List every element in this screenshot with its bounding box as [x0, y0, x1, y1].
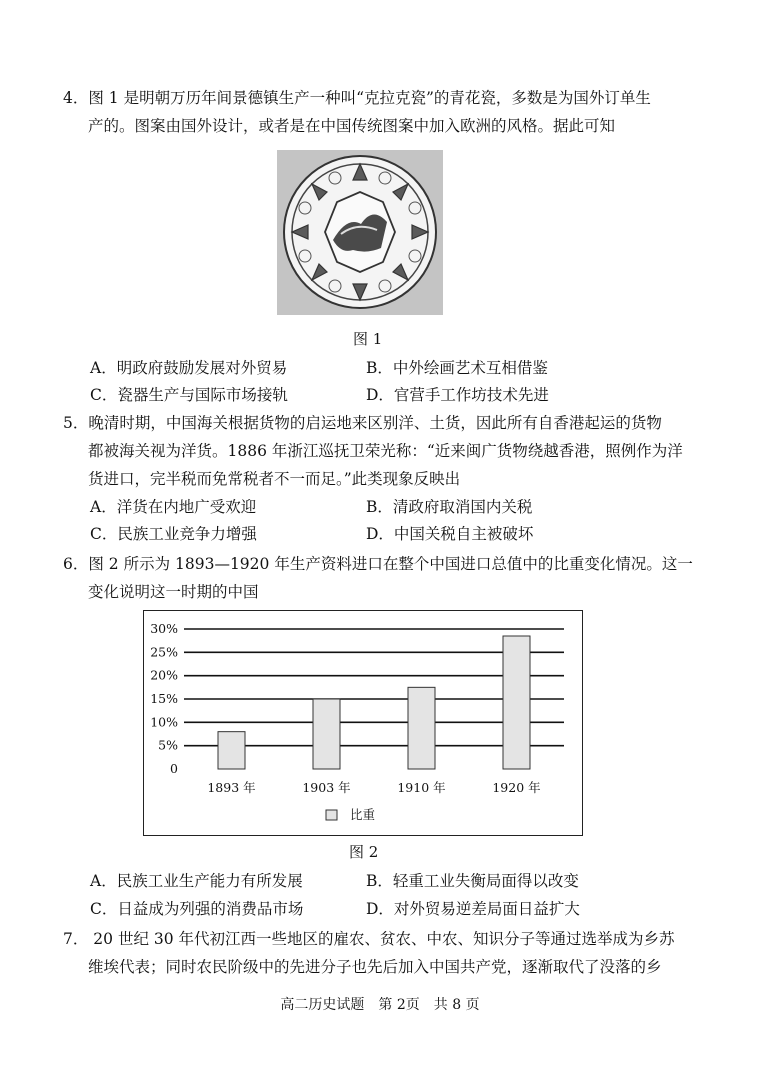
q6-stem-line2: 变化说明这一时期的中国	[88, 583, 259, 601]
bar	[408, 687, 435, 769]
figure-1-porcelain-plate	[277, 150, 443, 315]
q5-option-a[interactable]: A．洋货在内地广受欢迎	[90, 498, 257, 516]
q5-stem-line3: 货进口，完半税而免常税者不一而足。”此类现象反映出	[88, 470, 461, 488]
q4-stem-line1: 4．图 1 是明朝万历年间景德镇生产一种叫“克拉克瓷”的青花瓷，多数是为国外订单生	[63, 89, 651, 107]
figure-2-bar-chart	[143, 610, 583, 836]
q6-option-d[interactable]: D．对外贸易逆差局面日益扩大	[366, 900, 580, 918]
legend-label: 比重	[350, 807, 376, 822]
q7-stem-line2: 维埃代表；同时农民阶级中的先进分子也先后加入中国共产党，逐渐取代了没落的乡	[88, 958, 662, 976]
q6-option-b[interactable]: B．轻重工业失衡局面得以改变	[366, 872, 579, 890]
y-tick-label: 5%	[158, 737, 178, 753]
q5-stem-line2: 都被海关视为洋货。1886 年浙江巡抚卫荣光称：“近来闽广货物绕越香港，照例作为洋	[88, 442, 683, 460]
q4-option-b[interactable]: B．中外绘画艺术互相借鉴	[366, 359, 548, 377]
q4-stem-line2: 产的。图案由国外设计，或者是在中国传统图案中加入欧洲的风格。据此可知	[88, 117, 616, 135]
q6-option-c[interactable]: C．日益成为列强的消费品市场	[90, 900, 304, 918]
q5-option-d[interactable]: D．中国关税自主被破坏	[366, 525, 534, 543]
figure-1-caption: 图 1	[353, 330, 383, 348]
y-tick-label: 15%	[150, 691, 178, 706]
q5-stem-line1: 5．晚清时期，中国海关根据货物的启运地来区别洋、土货，因此所有自香港起运的货物	[63, 414, 662, 432]
y-tick-label: 20%	[150, 667, 178, 683]
q6-option-a[interactable]: A．民族工业生产能力有所发展	[90, 872, 303, 890]
bar	[503, 636, 530, 769]
bar	[218, 732, 245, 769]
y-tick-label: 30%	[150, 621, 178, 636]
legend-swatch	[326, 810, 337, 820]
x-tick-label: 1893 年	[207, 780, 256, 795]
x-tick-label: 1920 年	[492, 780, 541, 795]
q5-option-c[interactable]: C．民族工业竞争力增强	[90, 525, 257, 543]
y-tick-label: 10%	[150, 714, 178, 730]
chart-svg	[144, 611, 582, 835]
page-footer: 高二历史试题 第 2页 共 8 页	[280, 997, 480, 1013]
x-tick-label: 1903 年	[302, 780, 351, 795]
q5-option-b[interactable]: B．清政府取消国内关税	[366, 498, 533, 516]
bar	[313, 699, 340, 769]
q4-option-d[interactable]: D．官营手工作坊技术先进	[366, 386, 549, 404]
q4-option-c[interactable]: C．瓷器生产与国际市场接轨	[90, 386, 288, 404]
y-tick-label: 0	[170, 761, 178, 776]
x-tick-label: 1910 年	[397, 780, 446, 795]
y-tick-label: 25%	[150, 644, 178, 660]
q6-stem-line1: 6．图 2 所示为 1893—1920 年生产资料进口在整个中国进口总值中的比重变化情况。这一	[63, 555, 693, 573]
q4-option-a[interactable]: A．明政府鼓励发展对外贸易	[90, 359, 288, 377]
q7-stem-line1: 7． 20 世纪 30 年代初江西一些地区的雇农、贫农、中农、知识分子等通过选举成为乡苏	[63, 930, 675, 948]
figure-2-caption: 图 2	[349, 843, 379, 861]
